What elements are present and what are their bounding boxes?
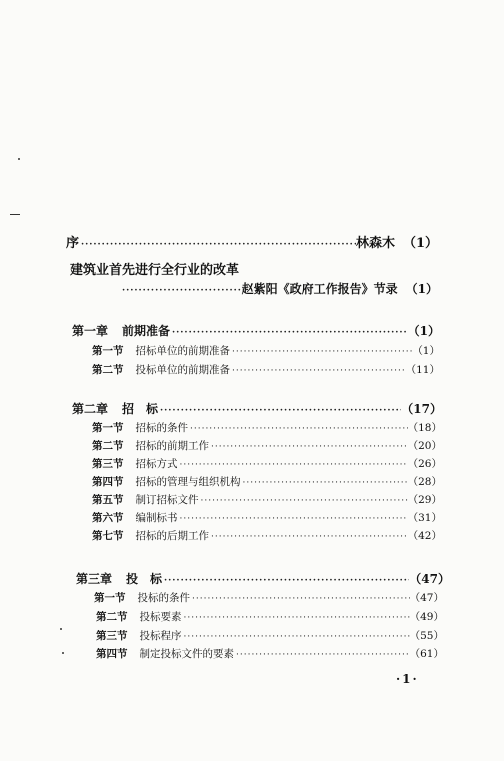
toc-entry-essay-title: 建筑业首先进行全行业的改革 bbox=[70, 263, 240, 278]
section-title: 投标程序 bbox=[139, 630, 182, 642]
dot-leader bbox=[234, 650, 410, 660]
scan-speck bbox=[18, 158, 20, 160]
section-number: 第二节 bbox=[92, 440, 124, 452]
toc-chapter-1 bbox=[72, 322, 440, 339]
section-number: 第二节 bbox=[96, 611, 128, 623]
dot-leader bbox=[188, 424, 408, 434]
chapter-page: （47） bbox=[409, 572, 450, 586]
toc-chapter-2 bbox=[72, 400, 442, 417]
toc-section bbox=[92, 510, 442, 525]
section-page: （47） bbox=[409, 592, 444, 604]
section-page: （61） bbox=[409, 648, 444, 660]
page-number: ·1· bbox=[396, 672, 419, 686]
toc-section bbox=[94, 590, 444, 605]
dot-leader bbox=[209, 442, 408, 452]
section-number: 第一节 bbox=[94, 592, 126, 604]
toc-section bbox=[92, 492, 442, 507]
section-number: 第二节 bbox=[92, 364, 124, 376]
section-page: （26） bbox=[407, 458, 442, 470]
section-number: 第一节 bbox=[92, 345, 124, 357]
chapter-number: 第一章 bbox=[72, 324, 109, 338]
toc-chapter-3 bbox=[76, 570, 450, 587]
section-page: （55） bbox=[409, 630, 444, 642]
scan-speck bbox=[62, 652, 64, 654]
section-number: 第七节 bbox=[92, 530, 124, 542]
dot-leader bbox=[162, 576, 409, 586]
toc-section bbox=[92, 438, 442, 453]
section-title: 招标的条件 bbox=[135, 422, 188, 434]
toc-entry-author: 林森木 bbox=[355, 236, 395, 251]
dot-leader bbox=[241, 478, 408, 488]
dot-leader bbox=[230, 347, 412, 357]
section-title: 编制标书 bbox=[135, 512, 178, 524]
chapter-number: 第三章 bbox=[76, 572, 113, 586]
section-page: （49） bbox=[409, 611, 444, 623]
section-page: （42） bbox=[407, 530, 442, 542]
toc-section bbox=[92, 474, 442, 489]
toc-section bbox=[92, 362, 440, 377]
dot-leader bbox=[178, 460, 408, 470]
toc-entry-essay-source bbox=[120, 280, 438, 297]
toc-section bbox=[96, 609, 444, 624]
toc-section bbox=[92, 343, 440, 358]
toc-section bbox=[92, 456, 442, 471]
dot-leader bbox=[170, 328, 408, 338]
toc-entry-page: （1） bbox=[402, 236, 438, 251]
section-number: 第三节 bbox=[96, 630, 128, 642]
dot-leader bbox=[230, 366, 406, 376]
section-number: 第五节 bbox=[92, 494, 124, 506]
dot-leader bbox=[182, 613, 410, 623]
chapter-page: （1） bbox=[407, 324, 440, 338]
section-page: （29） bbox=[407, 494, 442, 506]
chapter-title: 招 标 bbox=[122, 402, 159, 416]
dot-leader bbox=[199, 496, 408, 506]
section-page: （28） bbox=[407, 476, 442, 488]
dot-leader bbox=[158, 406, 401, 416]
section-number: 第四节 bbox=[92, 476, 124, 488]
dot-leader bbox=[209, 532, 408, 542]
section-title: 投标单位的前期准备 bbox=[135, 364, 230, 376]
section-number: 第四节 bbox=[96, 648, 128, 660]
toc-section bbox=[96, 646, 444, 661]
scan-speck bbox=[60, 628, 62, 630]
section-number: 第六节 bbox=[92, 512, 124, 524]
section-page: （20） bbox=[407, 440, 442, 452]
toc-entry-source: 赵紫阳《政府工作报告》节录 bbox=[241, 282, 398, 296]
dot-leader bbox=[120, 286, 242, 296]
toc-entry-preface bbox=[66, 232, 438, 251]
chapter-title: 投 标 bbox=[126, 572, 163, 586]
toc-section bbox=[96, 628, 444, 643]
section-page: （18） bbox=[407, 422, 442, 434]
section-title: 招标单位的前期准备 bbox=[135, 345, 230, 357]
section-title: 投标要素 bbox=[139, 611, 182, 623]
section-title: 招标的管理与组织机构 bbox=[135, 476, 241, 488]
chapter-page: （17） bbox=[401, 402, 442, 416]
chapter-number: 第二章 bbox=[72, 402, 109, 416]
section-page: （1） bbox=[412, 345, 440, 357]
section-page: （31） bbox=[407, 512, 442, 524]
toc-section bbox=[92, 528, 442, 543]
dot-leader bbox=[182, 632, 410, 642]
section-number: 第一节 bbox=[92, 422, 124, 434]
section-title: 招标的后期工作 bbox=[135, 530, 209, 542]
chapter-title: 前期准备 bbox=[122, 324, 171, 338]
section-title: 制定投标文件的要素 bbox=[139, 648, 234, 660]
toc-section bbox=[92, 420, 442, 435]
section-title: 招标方式 bbox=[135, 458, 178, 470]
dot-leader bbox=[178, 514, 408, 524]
dot-leader bbox=[190, 594, 410, 604]
scan-speck bbox=[10, 214, 20, 215]
section-page: （11） bbox=[405, 364, 440, 376]
section-title: 招标的前期工作 bbox=[135, 440, 209, 452]
section-title: 制订招标文件 bbox=[135, 494, 199, 506]
section-number: 第三节 bbox=[92, 458, 124, 470]
section-title: 投标的条件 bbox=[137, 592, 190, 604]
toc-entry-page: （1） bbox=[405, 282, 438, 296]
dot-leader bbox=[79, 240, 356, 250]
toc-entry-label: 序 bbox=[66, 236, 80, 251]
